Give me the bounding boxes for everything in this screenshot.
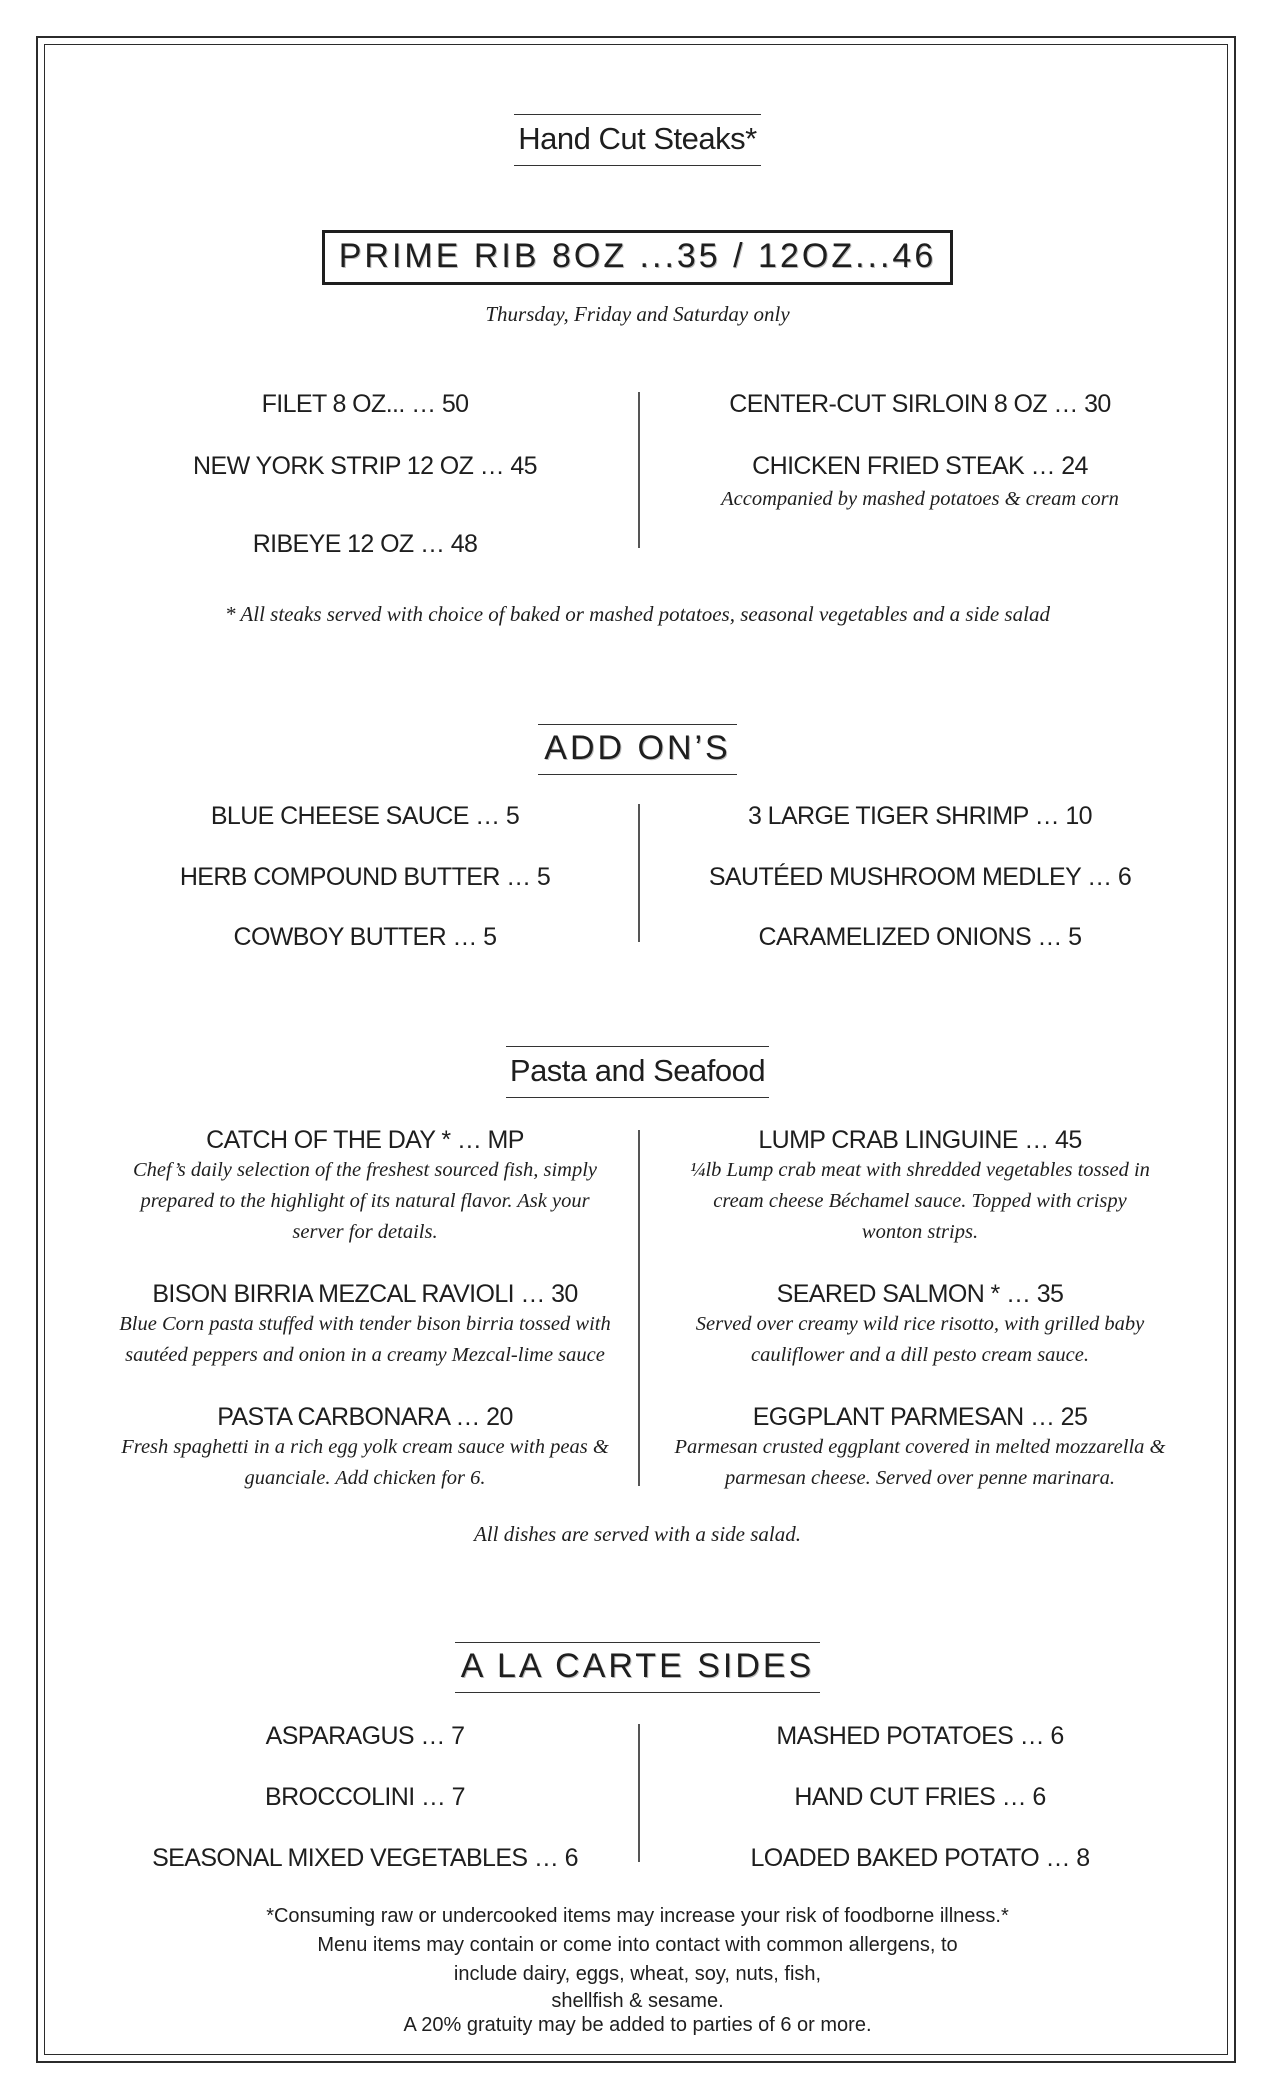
steak-item-ny-strip: NEW YORK STRIP 12 OZ … 45 xyxy=(193,452,537,480)
pasta-item xyxy=(650,1403,1190,1494)
addon-item-onions: CARAMELIZED ONIONS … 5 xyxy=(758,923,1082,951)
pasta-item-name: EGGPLANT PARMESAN … 25 xyxy=(752,1403,1088,1431)
addon-item-mushroom: SAUTÉED MUSHROOM MEDLEY … 6 xyxy=(708,863,1132,891)
pasta-item xyxy=(650,1280,1190,1371)
side-item-mixed-vegetables: SEASONAL MIXED VEGETABLES … 6 xyxy=(152,1844,578,1872)
chicken-fried-note: Accompanied by mashed potatoes & cream corn xyxy=(721,488,1119,510)
side-item-mashed-potatoes: MASHED POTATOES … 6 xyxy=(776,1722,1064,1750)
pasta-item xyxy=(90,1126,640,1248)
steaks-divider xyxy=(638,392,640,548)
pasta-item-name: SEARED SALMON * … 35 xyxy=(776,1280,1064,1308)
pasta-item-desc: ¼lb Lump crab meat with shredded vegetables tossed in cream cheese Béchamel sauce. Topped with crispy wonton strips. xyxy=(690,1159,1150,1243)
footer-block xyxy=(0,1902,1275,2037)
addon-item-blue-cheese: BLUE CHEESE SAUCE … 5 xyxy=(210,802,520,830)
pasta-heading-wrap xyxy=(0,1046,1275,1098)
footer-allergen-line: shellfish & sesame. xyxy=(551,1990,724,2012)
addons-heading: ADD ON’S xyxy=(538,724,736,775)
addons-heading-wrap xyxy=(0,724,1275,775)
footer-gratuity: A 20% gratuity may be added to parties of 6 or more. xyxy=(403,2014,872,2036)
steaks-heading: Hand Cut Steaks* xyxy=(514,114,760,166)
prime-rib-note: Thursday, Friday and Saturday only xyxy=(485,302,790,326)
side-item-asparagus: ASPARAGUS … 7 xyxy=(265,1722,465,1750)
footer-raw-warning: *Consuming raw or undercooked items may increase your risk of foodborne illness.* xyxy=(266,1905,1009,1927)
pasta-heading: Pasta and Seafood xyxy=(506,1046,769,1098)
prime-rib-wrap xyxy=(0,230,1275,285)
steaks-footnote: * All steaks served with choice of baked or mashed potatoes, seasonal vegetables and a side salad xyxy=(225,602,1050,626)
steak-item-ribeye: RIBEYE 12 OZ … 48 xyxy=(252,530,478,558)
footer-allergen-line: include dairy, eggs, wheat, soy, nuts, fish, xyxy=(453,1963,822,1985)
sides-heading-wrap xyxy=(0,1642,1275,1693)
addon-item-shrimp: 3 LARGE TIGER SHRIMP … 10 xyxy=(748,802,1092,830)
addon-item-herb-butter: HERB COMPOUND BUTTER … 5 xyxy=(179,863,551,891)
pasta-item-desc: Parmesan crusted eggplant covered in melted mozzarella & parmesan cheese. Served over penne marinara. xyxy=(674,1436,1166,1489)
pasta-item xyxy=(90,1403,640,1494)
pasta-item-name: PASTA CARBONARA … 20 xyxy=(217,1403,513,1431)
sides-heading: A LA CARTE SIDES xyxy=(455,1642,821,1693)
pasta-item-desc: Blue Corn pasta stuffed with tender bison birria tossed with sautéed peppers and onion in a creamy Mezcal-lime sauce xyxy=(119,1313,611,1366)
pasta-item xyxy=(90,1280,640,1371)
steak-item-sirloin: CENTER-CUT SIRLOIN 8 OZ … 30 xyxy=(729,390,1111,418)
prime-rib-box: PRIME RIB 8OZ ...35 / 12OZ...46 xyxy=(322,230,954,285)
pasta-item xyxy=(650,1126,1190,1248)
pasta-item-name: CATCH OF THE DAY * … MP xyxy=(206,1126,524,1154)
pasta-footnote: All dishes are served with a side salad. xyxy=(473,1522,802,1546)
side-item-broccolini: BROCCOLINI … 7 xyxy=(265,1783,465,1811)
steak-item-filet: FILET 8 OZ... … 50 xyxy=(261,390,469,418)
pasta-divider xyxy=(638,1130,640,1486)
addons-divider xyxy=(638,804,640,942)
side-item-baked-potato: LOADED BAKED POTATO … 8 xyxy=(750,1844,1090,1872)
pasta-item-desc: Fresh spaghetti in a rich egg yolk cream sauce with peas & guanciale. Add chicken for 6. xyxy=(121,1436,609,1489)
addon-item-cowboy-butter: COWBOY BUTTER … 5 xyxy=(233,923,497,951)
sides-divider xyxy=(638,1724,640,1862)
pasta-item-name: BISON BIRRIA MEZCAL RAVIOLI … 30 xyxy=(152,1280,578,1308)
pasta-item-name: LUMP CRAB LINGUINE … 45 xyxy=(758,1126,1082,1154)
steaks-heading-wrap xyxy=(0,114,1275,166)
pasta-item-desc: Served over creamy wild rice risotto, with grilled baby cauliflower and a dill pesto cream sauce. xyxy=(695,1313,1145,1366)
steak-item-chicken-fried: CHICKEN FRIED STEAK … 24 xyxy=(752,452,1088,480)
footer-allergen-line: Menu items may contain or come into contact with common allergens, to xyxy=(317,1934,958,1956)
side-item-fries: HAND CUT FRIES … 6 xyxy=(794,1783,1046,1811)
pasta-item-desc: Chef’s daily selection of the freshest sourced fish, simply prepared to the highlight of its natural flavor. Ask your server for details. xyxy=(132,1159,598,1243)
